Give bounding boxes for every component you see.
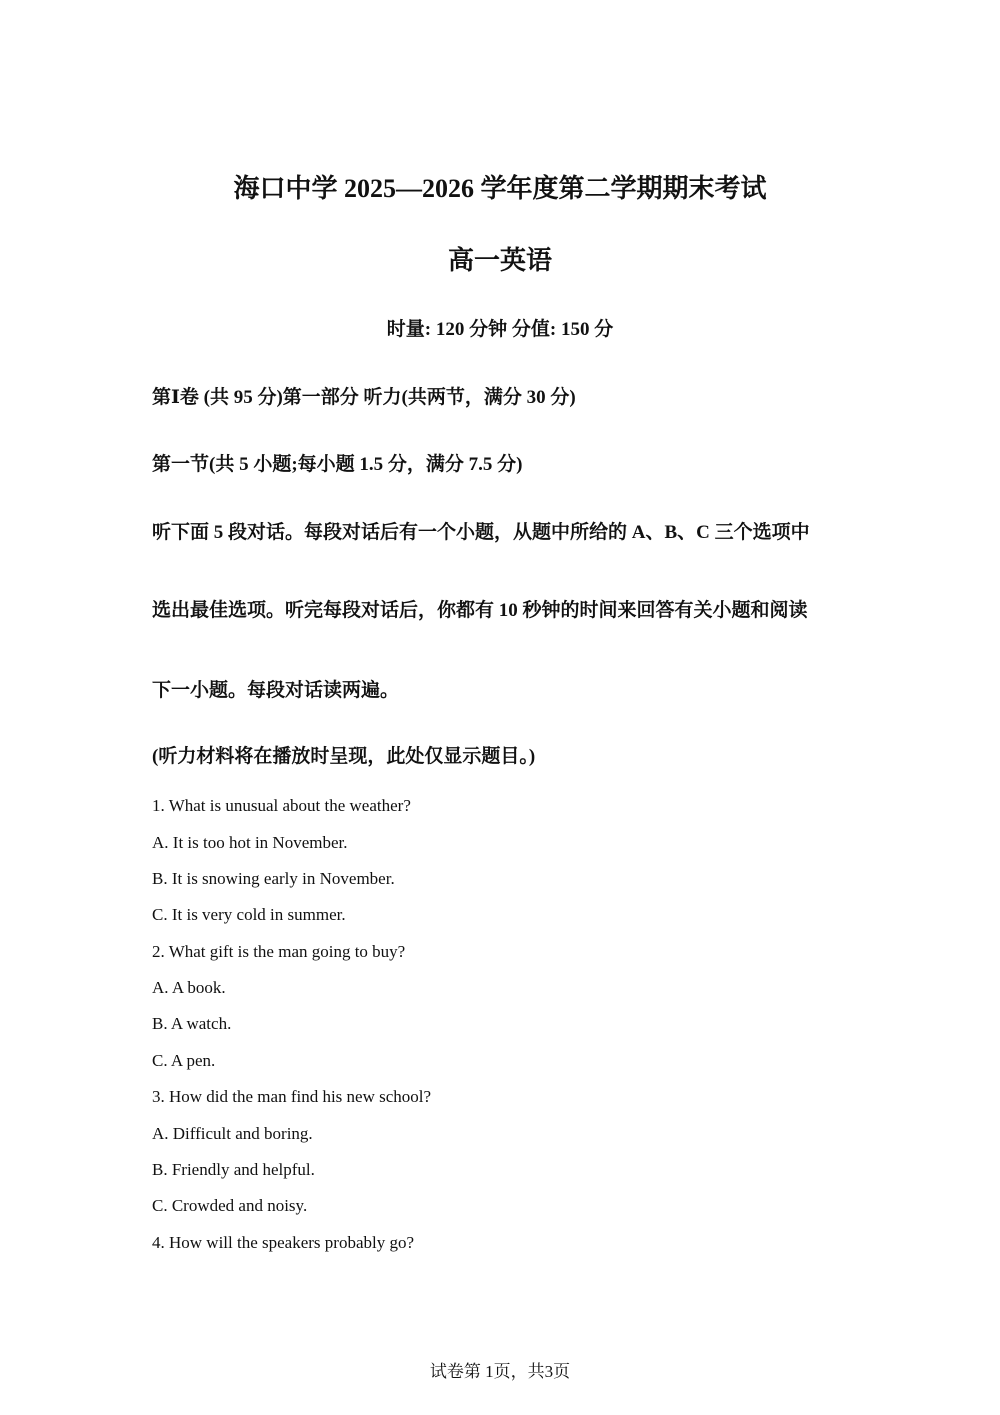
part-heading: 第Ⅰ卷 (共 95 分)第一部分 听力(共两节，满分 30 分) xyxy=(152,387,576,408)
question-option: A. A book. xyxy=(152,978,226,997)
question-stem: 2. What gift is the man going to buy? xyxy=(152,942,406,961)
question-option: A. It is too hot in November. xyxy=(152,833,348,852)
time-score-info: 时量: 120 分钟 分值: 150 分 xyxy=(386,319,614,340)
question-stem: 4. How will the speakers probably go? xyxy=(152,1233,415,1252)
instruction-line: 选出最佳选项。听完每段对话后，你都有 10 秒钟的时间来回答有关小题和阅读 xyxy=(152,600,808,621)
page-footer: 试卷第 1页，共3页 xyxy=(429,1362,571,1381)
question-option: B. A watch. xyxy=(152,1014,232,1033)
question-stem: 1. What is unusual about the weather? xyxy=(152,796,411,815)
question-option: C. It is very cold in summer. xyxy=(152,905,346,924)
question-option: C. A pen. xyxy=(152,1051,216,1070)
question-option: B. It is snowing early in November. xyxy=(152,869,395,888)
subject-title: 高一英语 xyxy=(447,246,552,275)
question-option: A. Difficult and boring. xyxy=(152,1124,313,1143)
question-stem: 3. How did the man find his new school? xyxy=(152,1087,432,1106)
exam-title: 海口中学 2025—2026 学年度第二学期期末考试 xyxy=(233,174,767,203)
question-option: B. Friendly and helpful. xyxy=(152,1160,315,1179)
question-option: C. Crowded and noisy. xyxy=(152,1196,308,1215)
listening-note: (听力材料将在播放时呈现，此处仅显示题目。) xyxy=(152,746,536,767)
instruction-line: 下一小题。每段对话读两遍。 xyxy=(152,680,400,701)
instruction-line: 听下面 5 段对话。每段对话后有一个小题，从题中所给的 A、B、C 三个选项中 xyxy=(152,522,810,543)
section-heading: 第一节(共 5 小题;每小题 1.5 分，满分 7.5 分) xyxy=(152,454,523,475)
